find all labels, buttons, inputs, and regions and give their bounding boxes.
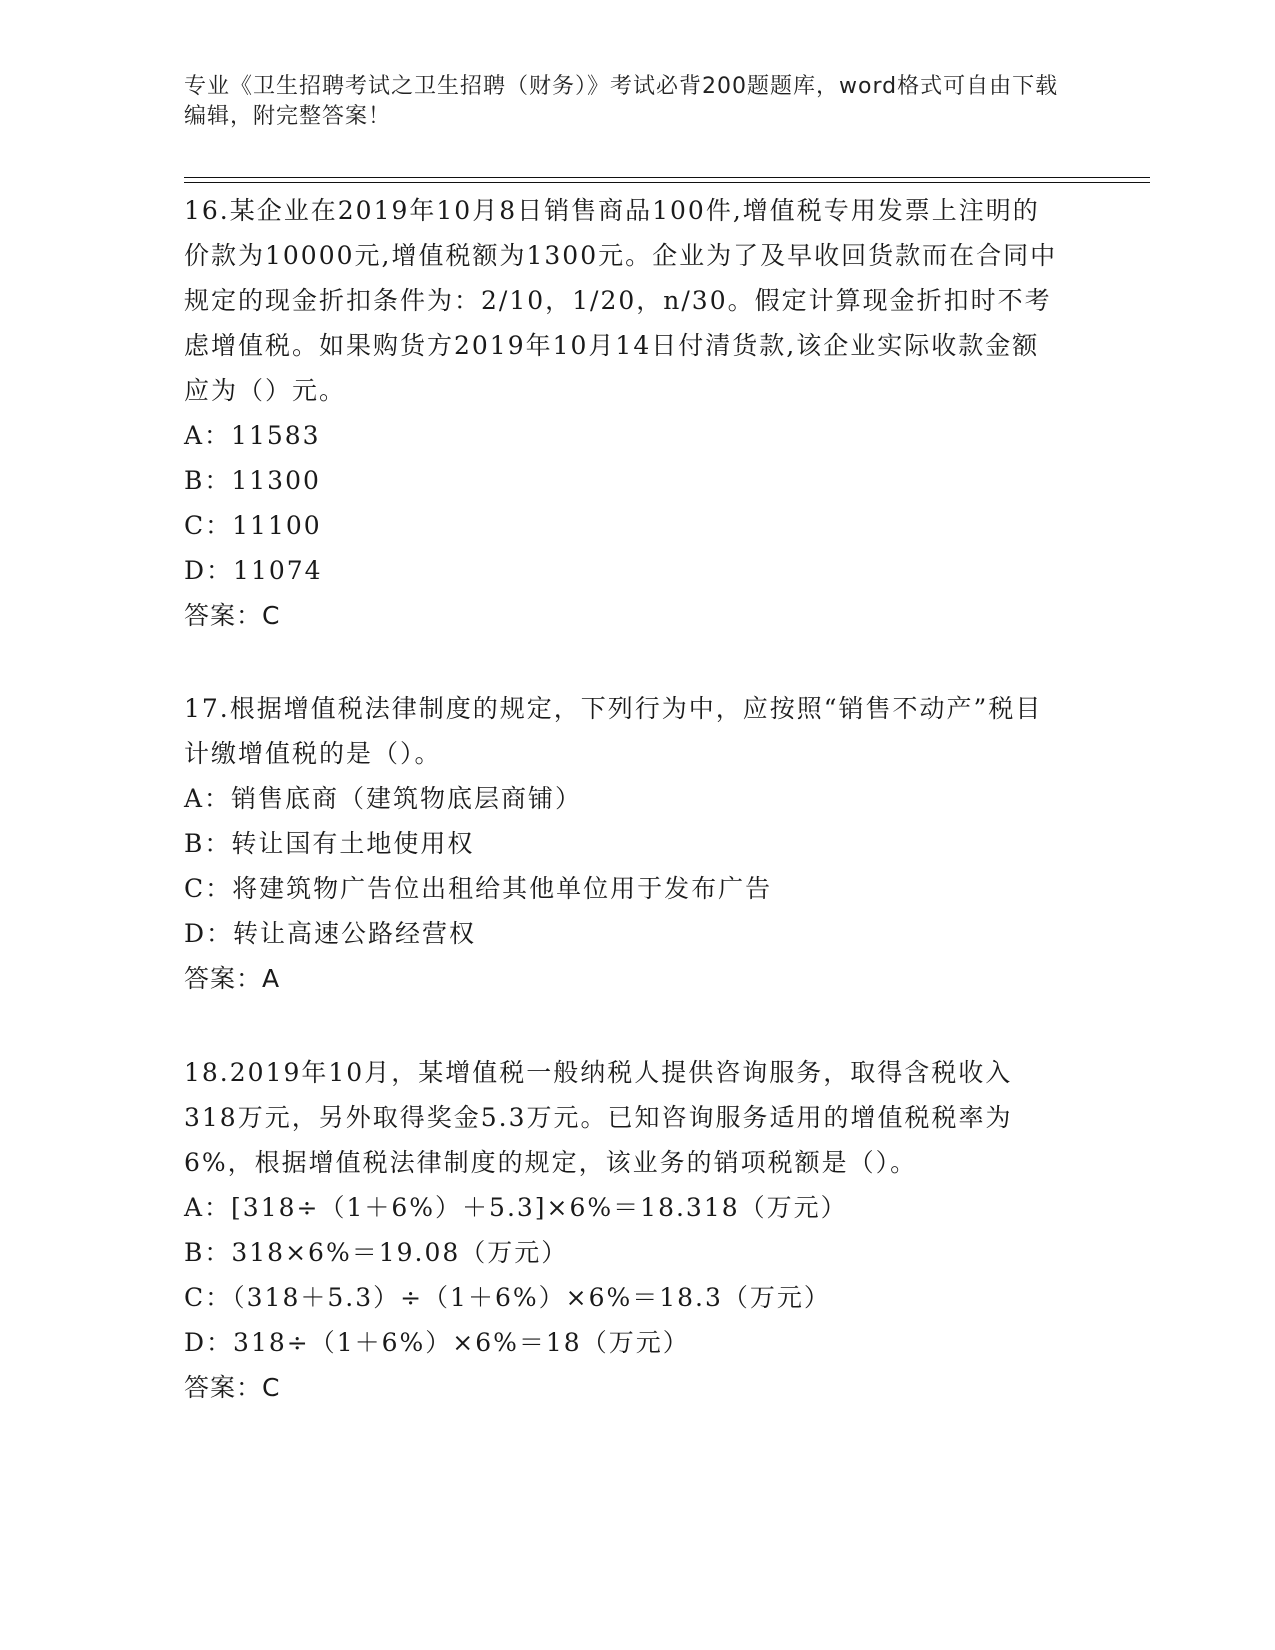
question-18	[184, 1050, 1064, 1410]
option-a: A：11583	[184, 421, 321, 450]
header-divider-top	[184, 177, 1150, 178]
option-d: D：11074	[184, 556, 323, 585]
header-divider-bottom	[184, 182, 1150, 183]
question-16	[184, 188, 1064, 638]
option-b: B：转让国有土地使用权	[184, 829, 475, 858]
option-c: C：（318＋5.3）÷（1＋6%）×6%＝18.3（万元）	[184, 1283, 831, 1312]
option-a: A：销售底商（建筑物底层商铺）	[184, 784, 583, 813]
question-text: 17.根据增值税法律制度的规定，下列行为中，应按照“销售不动产”税目计缴增值税的是（）。	[184, 694, 1043, 768]
option-c: C：11100	[184, 511, 322, 540]
option-d: D：转让高速公路经营权	[184, 919, 477, 948]
question-17	[184, 686, 1064, 1001]
option-d: D：318÷（1＋6%）×6%＝18（万元）	[184, 1328, 690, 1357]
answer: 答案：A	[184, 964, 281, 993]
answer: 答案：C	[184, 601, 281, 630]
document-header: 专业《卫生招聘考试之卫生招聘（财务）》考试必背200题题库，word格式可自由下载编辑，附完整答案！	[184, 74, 1059, 129]
option-c: C：将建筑物广告位出租给其他单位用于发布广告	[184, 874, 773, 903]
answer: 答案：C	[184, 1373, 281, 1402]
option-b: B：318×6%＝19.08（万元）	[184, 1238, 569, 1267]
option-b: B：11300	[184, 466, 321, 495]
option-a: A：[318÷（1＋6%）＋5.3]×6%＝18.318（万元）	[184, 1193, 848, 1222]
question-text: 16.某企业在2019年10月8日销售商品100件,增值税专用发票上注明的价款为10000元,增值税额为1300元。企业为了及早收回货款而在合同中规定的现金折扣条件为：2/10，1/20，n/30。假定计算现金折扣时不考虑增值税。如果购货方2019年10月14日付清货款,该企业实际收款金额应为（）元。	[184, 196, 1058, 405]
question-text: 18.2019年10月，某增值税一般纳税人提供咨询服务，取得含税收入318万元，另外取得奖金5.3万元。已知咨询服务适用的增值税税率为6%，根据增值税法律制度的规定，该业务的销项税额是（）。	[184, 1058, 1013, 1177]
